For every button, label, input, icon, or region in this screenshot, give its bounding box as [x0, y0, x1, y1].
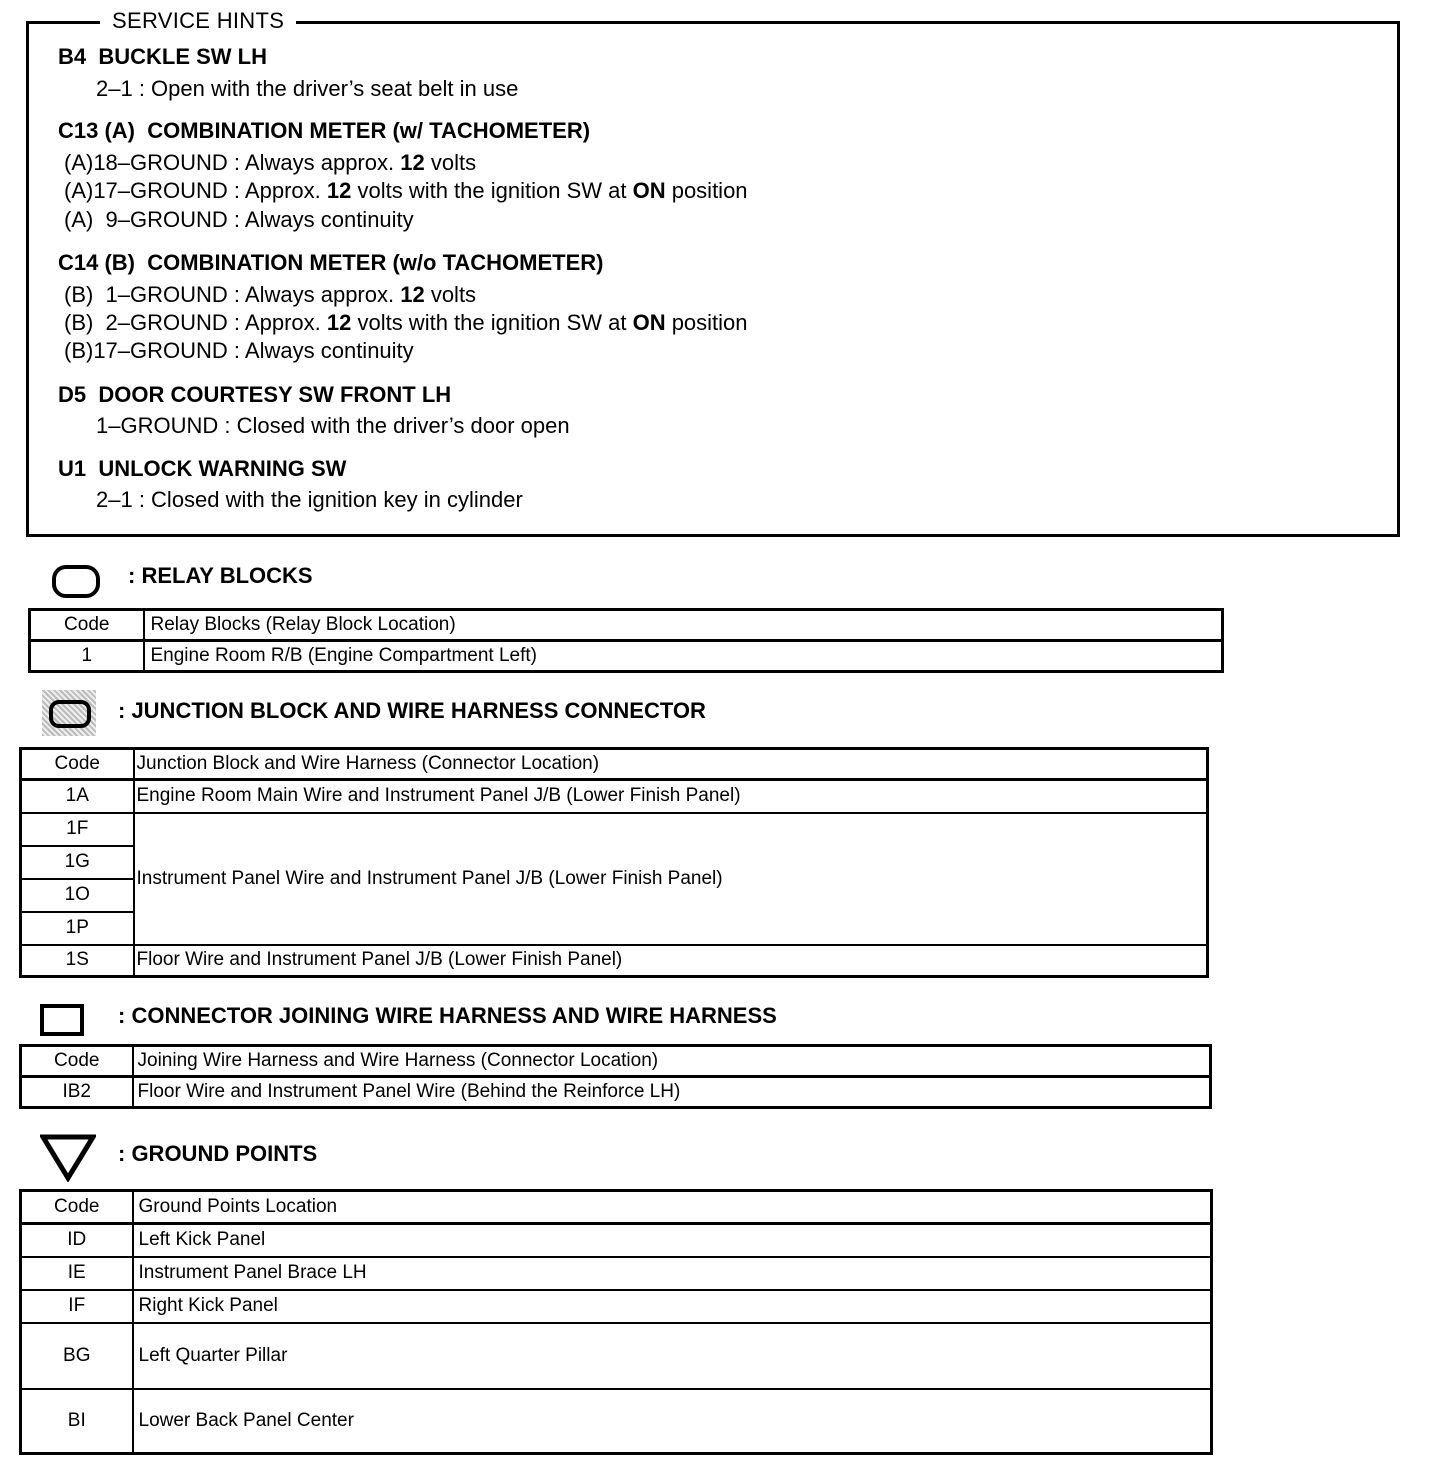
- row-code: IF: [21, 1290, 133, 1323]
- table-row: [21, 945, 1208, 977]
- hint-line: (A)18–GROUND : Always approx. 12 volts: [64, 150, 477, 175]
- row-code: IE: [21, 1257, 133, 1290]
- row-code: 1O: [21, 879, 134, 912]
- col-desc: Joining Wire Harness and Wire Harness (Connector Location): [133, 1046, 1211, 1077]
- row-code: ID: [21, 1224, 133, 1257]
- table-header-row: [21, 1191, 1212, 1224]
- hint-line: (A) 9–GROUND : Always continuity: [64, 207, 414, 232]
- row-desc: Lower Back Panel Center: [133, 1389, 1212, 1454]
- hint-line: (B) 2–GROUND : Approx. 12 volts with the ignition SW at ON position: [64, 310, 748, 335]
- row-code: BI: [21, 1389, 133, 1454]
- table-row: [30, 641, 1223, 672]
- row-code: 1S: [21, 945, 134, 977]
- row-code: 1F: [21, 813, 134, 846]
- junction-block-table: [19, 747, 1209, 978]
- row-code: IB2: [21, 1077, 133, 1108]
- hint-line: (B) 1–GROUND : Always approx. 12 volts: [64, 282, 477, 307]
- row-desc: Floor Wire and Instrument Panel Wire (Behind the Reinforce LH): [133, 1077, 1211, 1108]
- row-desc: Left Kick Panel: [133, 1224, 1212, 1257]
- table-header-row: [30, 610, 1223, 641]
- hint-line: 2–1 : Closed with the ignition key in cylinder: [96, 487, 523, 512]
- table-row: [21, 1323, 1212, 1389]
- col-desc: Junction Block and Wire Harness (Connector Location): [134, 749, 1208, 780]
- ground-points-heading: : GROUND POINTS: [118, 1141, 318, 1166]
- col-code: Code: [30, 610, 144, 641]
- service-hints-title: SERVICE HINTS: [100, 8, 296, 34]
- connector-icon: [40, 1004, 84, 1036]
- table-header-row: [21, 1046, 1211, 1077]
- connector-table: [19, 1044, 1212, 1109]
- hint-heading-c13: C13 (A) COMBINATION METER (w/ TACHOMETER): [58, 118, 591, 143]
- junction-block-heading: : JUNCTION BLOCK AND WIRE HARNESS CONNECTOR: [118, 698, 706, 723]
- ground-point-icon: [40, 1134, 96, 1182]
- table-row: [21, 780, 1208, 813]
- table-header-row: [21, 749, 1208, 780]
- row-code: BG: [21, 1323, 133, 1389]
- row-code: 1G: [21, 846, 134, 879]
- table-row: [21, 1389, 1212, 1454]
- relay-block-icon: [52, 565, 100, 598]
- row-code: 1P: [21, 912, 134, 945]
- col-code: Code: [21, 1191, 133, 1224]
- hint-heading-d5: D5 DOOR COURTESY SW FRONT LH: [58, 382, 452, 407]
- table-row: [21, 1290, 1212, 1323]
- table-row: [21, 1077, 1211, 1108]
- relay-blocks-table: [28, 608, 1224, 673]
- row-desc: Engine Room Main Wire and Instrument Panel J/B (Lower Finish Panel): [134, 780, 1208, 813]
- row-code: 1A: [21, 780, 134, 813]
- row-desc: Engine Room R/B (Engine Compartment Left): [144, 641, 1223, 672]
- col-desc: Ground Points Location: [133, 1191, 1212, 1224]
- col-desc: Relay Blocks (Relay Block Location): [144, 610, 1223, 641]
- ground-points-table: [19, 1189, 1213, 1455]
- hint-heading-b4: B4 BUCKLE SW LH: [58, 44, 267, 69]
- row-desc: Instrument Panel Wire and Instrument Panel J/B (Lower Finish Panel): [134, 813, 1208, 945]
- hint-line: (B)17–GROUND : Always continuity: [64, 338, 414, 363]
- row-desc: Instrument Panel Brace LH: [133, 1257, 1212, 1290]
- connector-heading: : CONNECTOR JOINING WIRE HARNESS AND WIRE HARNESS: [118, 1003, 777, 1028]
- row-code: 1: [30, 641, 144, 672]
- row-desc: Left Quarter Pillar: [133, 1323, 1212, 1389]
- junction-block-icon: [42, 690, 96, 736]
- col-code: Code: [21, 1046, 133, 1077]
- table-row: [21, 1224, 1212, 1257]
- table-row: [21, 1257, 1212, 1290]
- row-desc: Floor Wire and Instrument Panel J/B (Lower Finish Panel): [134, 945, 1208, 977]
- hint-line: 1–GROUND : Closed with the driver’s door open: [96, 413, 570, 438]
- col-code: Code: [21, 749, 134, 780]
- hint-heading-c14: C14 (B) COMBINATION METER (w/o TACHOMETER): [58, 250, 604, 275]
- hint-line: 2–1 : Open with the driver’s seat belt in use: [96, 76, 519, 101]
- relay-blocks-heading: : RELAY BLOCKS: [128, 563, 313, 588]
- table-row: [21, 813, 1208, 846]
- hint-line: (A)17–GROUND : Approx. 12 volts with the ignition SW at ON position: [64, 178, 748, 203]
- row-desc: Right Kick Panel: [133, 1290, 1212, 1323]
- hint-heading-u1: U1 UNLOCK WARNING SW: [58, 456, 347, 481]
